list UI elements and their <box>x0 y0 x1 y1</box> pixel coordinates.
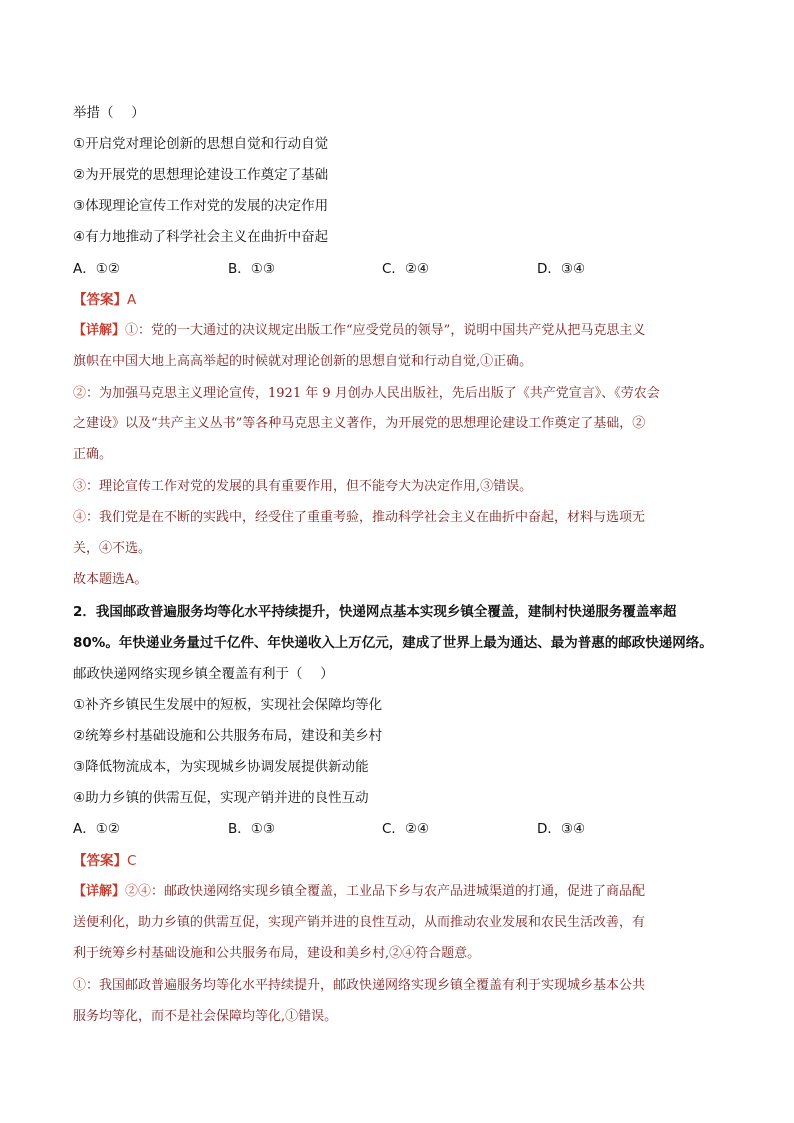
q2-statement-3: ③降低物流成本，为实现城乡协调发展提供新动能 <box>73 759 369 775</box>
detail-text: 送便利化，助力乡镇的供需互促，实现产销并进的良性互动，从而推动农业发展和农民生活改善，有 <box>73 915 646 930</box>
detail-text: 关，④不选。 <box>73 541 152 556</box>
q1-detail-line-5 <box>73 446 112 464</box>
q1-answer <box>73 291 136 309</box>
q1-detail-line-2 <box>73 353 532 371</box>
detail-mark: ④ <box>73 510 87 525</box>
q2-option-c: C．②④ <box>382 821 430 837</box>
detail-mark: ② <box>73 386 87 401</box>
answer-tag: 【答案】 <box>73 292 127 308</box>
q2-stem-line-1: 2．我国邮政普遍服务均等化水平持续提升，快递网点基本实现乡镇全覆盖，建制村快递服务覆盖率超 <box>73 604 677 620</box>
q2-answer <box>73 852 136 870</box>
q2-detail-line-5 <box>73 1008 337 1026</box>
q1-option-c: C．②④ <box>382 261 430 277</box>
detail-text: 利于统筹乡村基础设施和公共服务布局，建设和美乡村,②④符合题意。 <box>73 946 481 961</box>
detail-text: 旗帜在中国大地上高高举起的时候就对理论创新的思想自觉和行动自觉,①正确。 <box>73 354 533 369</box>
detail-mark: ③ <box>73 479 87 494</box>
q2-option-d: D．③④ <box>537 821 586 837</box>
detail-text: ：邮政快递网络实现乡镇全覆盖，工业品下乡与农产品进城渠道的打通，促进了商品配 <box>151 884 646 899</box>
q2-statement-2: ②统筹乡村基础设施和公共服务布局，建设和美乡村 <box>73 728 383 744</box>
q2-option-a: A．①② <box>73 821 120 837</box>
detail-text: ：我国邮政普遍服务均等化水平持续提升，邮政快递网络实现乡镇全覆盖有利于实现城乡基本公共 <box>86 978 646 993</box>
detail-text: ：党的一大通过的决议规定出版工作“应受党员的领导”，说明中国共产党从把马克思主义 <box>138 323 646 338</box>
q1-detail-line-1 <box>73 322 645 340</box>
q2-statement-4: ④助力乡镇的供需互促，实现产销并进的良性互动 <box>73 790 369 806</box>
q2-detail-line-3 <box>73 945 480 963</box>
q1-conclusion: 故本题选A。 <box>73 572 148 587</box>
q1-detail-line-4 <box>73 415 645 433</box>
q1-detail-line-6 <box>73 478 532 496</box>
detail-text: 服务均等化，而不是社会保障均等化,①错误。 <box>73 1009 338 1024</box>
q2-stem-line-2: 80%。年快递业务量过千亿件、年快递收入上万亿元，建成了世界上最为通达、最为普惠的邮政快递网络。 <box>73 635 713 651</box>
q2-detail-line-1 <box>73 883 645 901</box>
q1-statement-3: ③体现理论宣传工作对党的发展的决定作用 <box>73 198 329 214</box>
q1-option-a: A．①② <box>73 261 120 277</box>
q2-detail-line-4 <box>73 977 645 995</box>
answer-value: A <box>127 292 137 308</box>
q1-detail-line-3 <box>73 385 660 403</box>
q1-statement-2: ②为开展党的思想理论建设工作奠定了基础 <box>73 167 329 183</box>
detail-tag: 【详解】 <box>73 323 126 338</box>
detail-text: ：我们党是在不断的实践中，经受住了重重考验，推动科学社会主义在曲折中奋起，材料与选项无 <box>86 510 646 525</box>
q1-statement-1: ①开启党对理论创新的思想自觉和行动自觉 <box>73 136 329 152</box>
answer-value: C <box>127 853 137 869</box>
detail-text: 之建设》以及“共产主义丛书”等各种马克思主义著作，为开展党的思想理论建设工作奠定了基础，② <box>73 416 646 431</box>
detail-tag: 【详解】 <box>73 884 126 899</box>
detail-text: ：为加强马克思主义理论宣传，1921 年 9 月创办人民出版社，先后出版了《共产党宣言》、《劳农会 <box>86 386 660 401</box>
q1-stem-tail: 举措（ ） <box>73 105 145 121</box>
detail-mark: ②④ <box>125 884 152 899</box>
answer-tag: 【答案】 <box>73 853 127 869</box>
q2-statement-1: ①补齐乡镇民生发展中的短板，实现社会保障均等化 <box>73 697 383 713</box>
detail-mark: ① <box>73 978 87 993</box>
q1-statement-4: ④有力地推动了科学社会主义在曲折中奋起 <box>73 229 329 245</box>
q2-detail-line-2 <box>73 914 645 932</box>
q1-detail-line-7 <box>73 509 645 527</box>
q2-option-b: B．①③ <box>228 821 275 837</box>
q1-detail-line-8 <box>73 540 151 558</box>
q1-option-b: B．①③ <box>228 261 275 277</box>
detail-text: ：理论宣传工作对党的发展的具有重要作用，但不能夸大为决定作用,③错误。 <box>86 479 533 494</box>
q1-option-d: D．③④ <box>537 261 586 277</box>
q2-stem-line-3: 邮政快递网络实现乡镇全覆盖有利于（ ） <box>73 666 334 682</box>
detail-mark: ① <box>125 323 139 338</box>
detail-text: 正确。 <box>73 447 113 462</box>
